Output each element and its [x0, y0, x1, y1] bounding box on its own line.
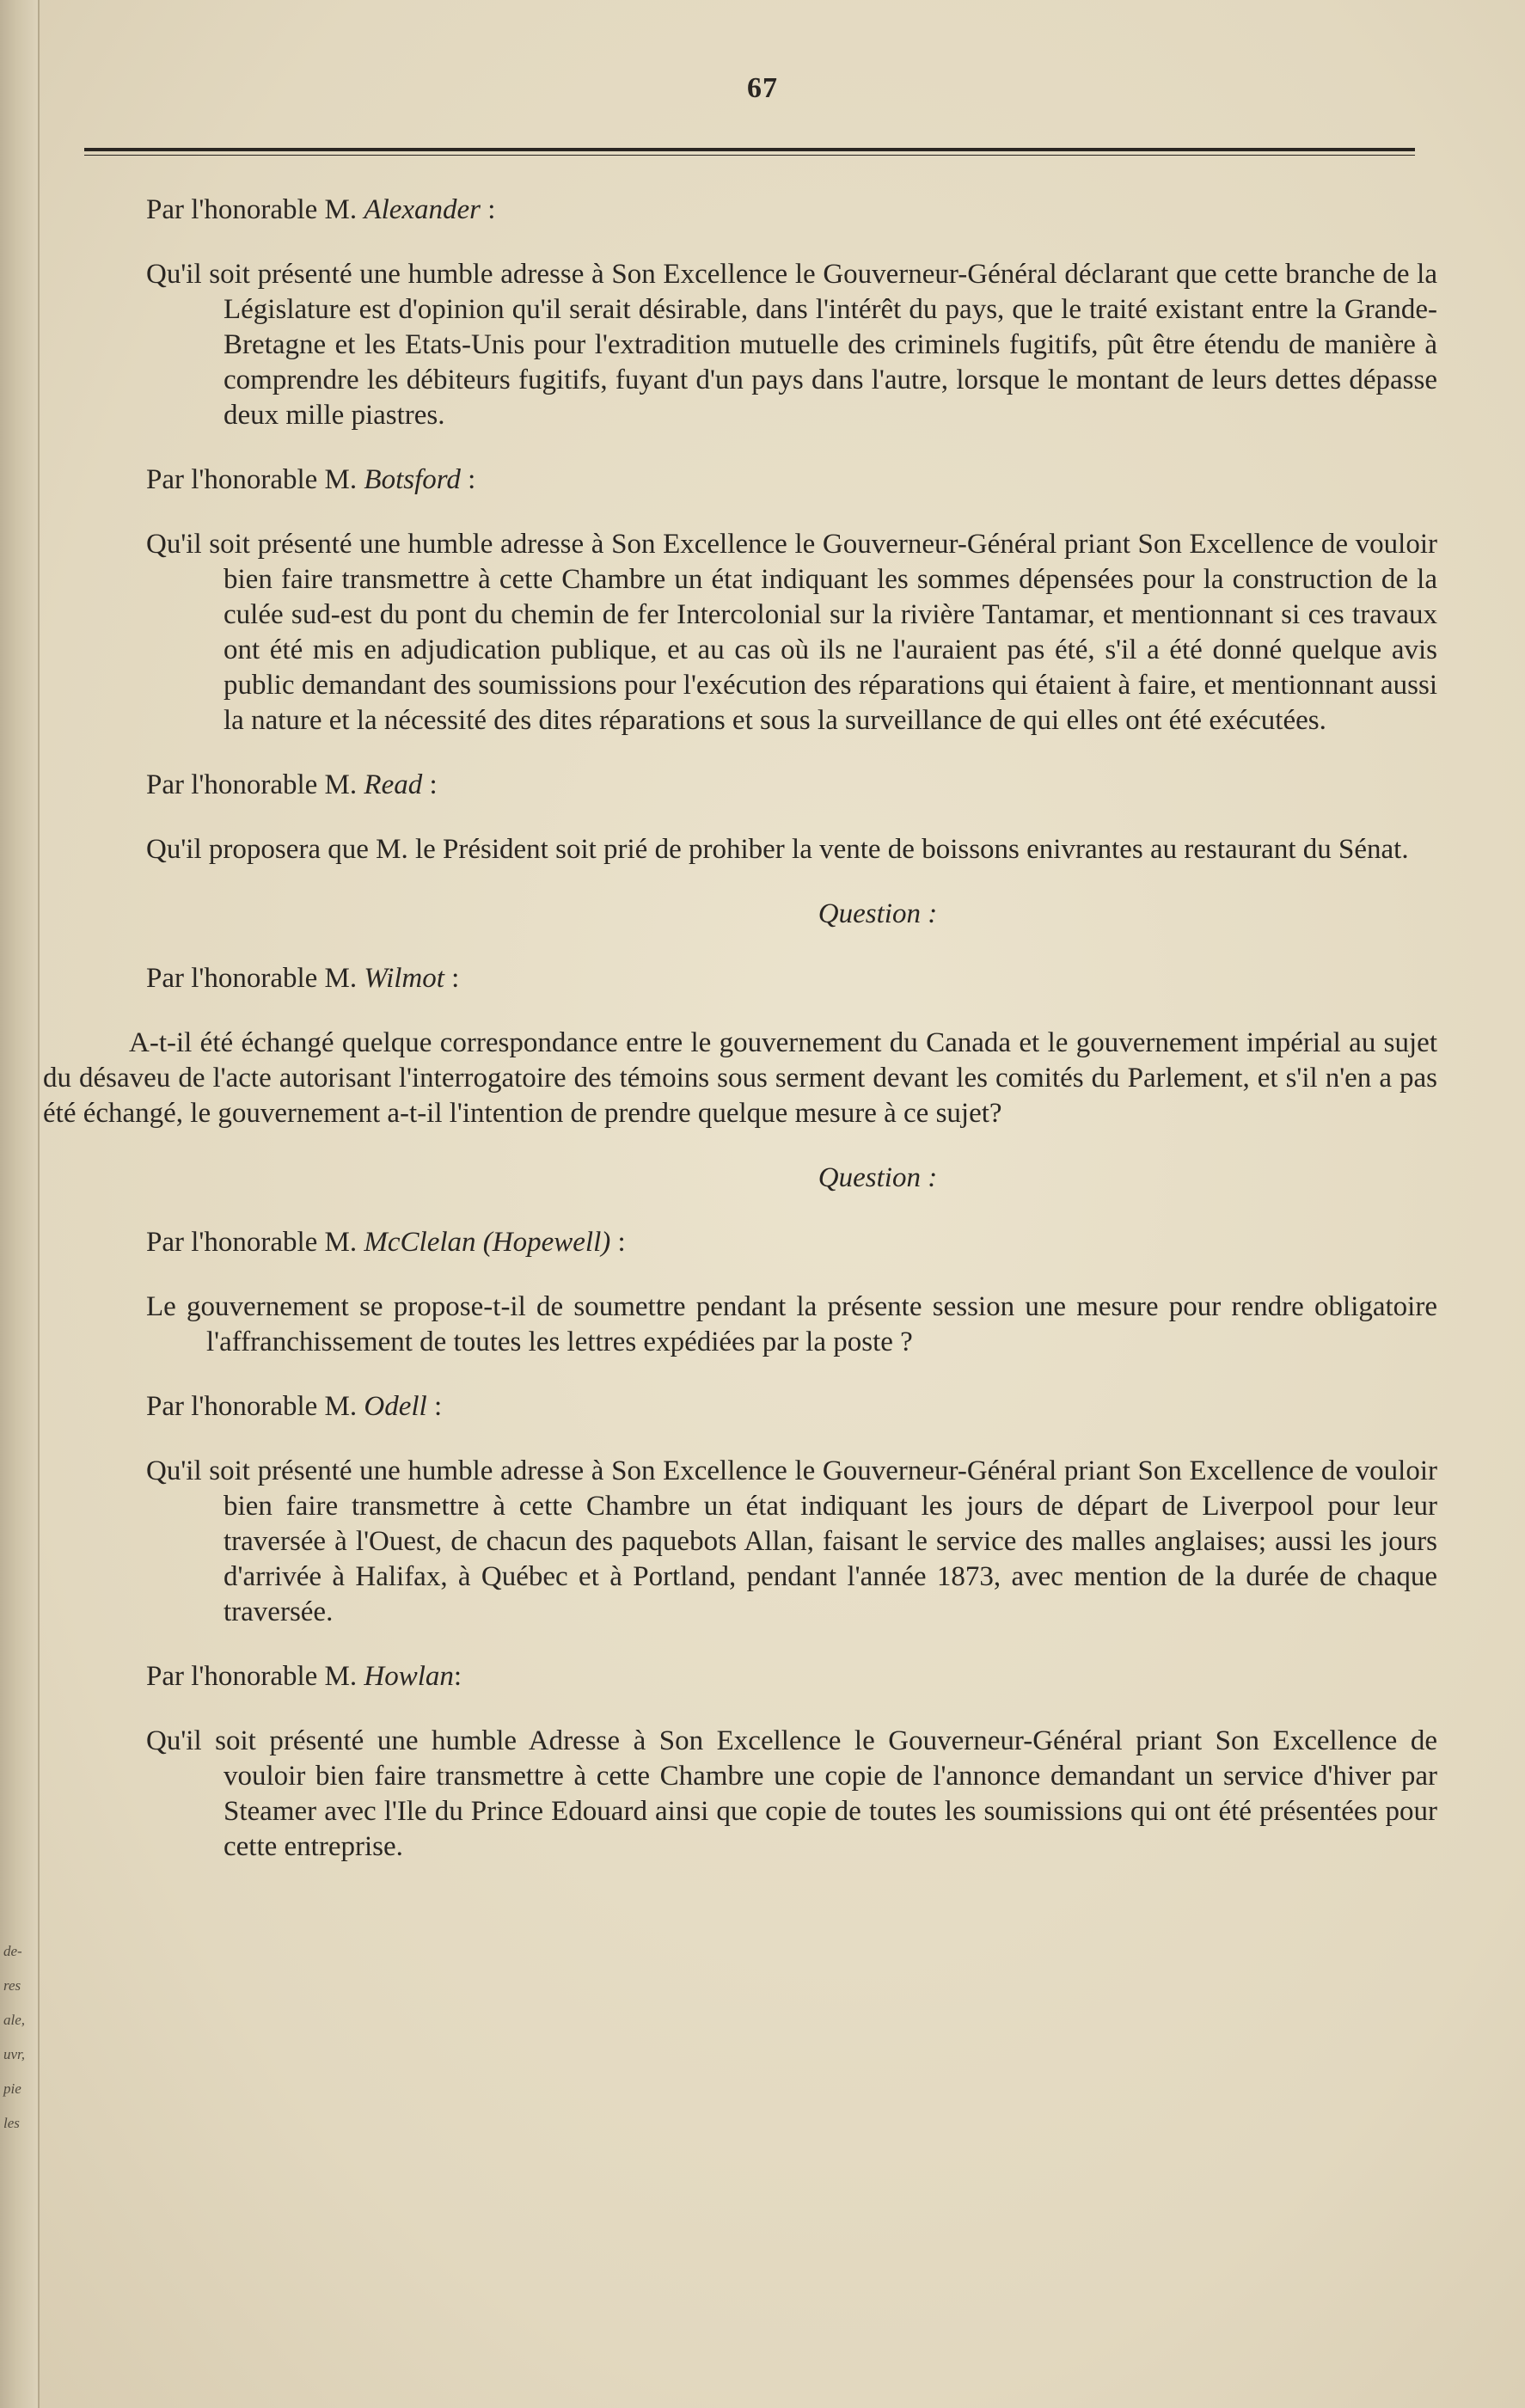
question-author-heading: Par l'honorable M. Wilmot : [146, 963, 460, 994]
header-rule [84, 148, 1415, 151]
senator-name: Botsford [364, 464, 461, 495]
question-text: A-t-il été échangé quelque correspondance entre le gouvernement du Canada et le gouvernement impérial au sujet du désaveu de l'acte autorisant l'interrogatoire des témoins sous serment devant les comités du Parlement, et s'il n'en a pas été échangé, le gouvernement a-t-il l'intention de prendre quelque mesure à ce sujet? [43, 1027, 1437, 1129]
motion-text: Qu'il soit présenté une humble adresse à Son Excellence le Gouverneur-Général priant Son Excellence de vouloir bien faire transmettre à cette Chambre un état indiquant les sommes dépensées pour la construction de la culée sud-est du pont du chemin de fer Intercolonial sur la rivière Tantamar, et mentionnant si ces travaux ont été mis en adjudication publique, et au cas où ils ne l'auraient pas été, s'il a été donné quelque avis public demandant des soumissions pour l'exécution des réparations qui étaient à faire, et mentionnant aussi la nature et la nécessité des dites réparations et sous la surveillance de qui elles ont été exécutées. [146, 529, 1437, 736]
question-text: Le gouvernement se propose-t-il de soumettre pendant la présente session une mesure pour rendre obligatoire l'affranchissement de toutes les lettres expédiées par la poste ? [146, 1291, 1437, 1357]
page-number: 67 [747, 72, 778, 104]
motion-text: Qu'il proposera que M. le Président soit prié de prohiber la vente de boissons enivrantes au restaurant du Sénat. [146, 834, 1409, 865]
document-body [43, 193, 1437, 1894]
motion-heading: Par l'honorable M. Odell : [146, 1391, 443, 1422]
binding-edge [0, 0, 40, 2408]
senator-name: Read [364, 769, 423, 800]
senator-name: McClelan (Hopewell) [364, 1227, 611, 1258]
question-heading: Question : [818, 1162, 938, 1193]
motion-text: Qu'il soit présenté une humble adresse à Son Excellence le Gouverneur-Général priant Son Excellence de vouloir bien faire transmettre à cette Chambre un état indiquant les jours de départ de Liverpool pour leur traversée à l'Ouest, de chacun des paquebots Allan, faisant le service des malles anglaises; aussi les jours d'arrivée à Halifax, à Québec et à Portland, pendant l'année 1873, avec mention de la durée de chaque traversée. [146, 1455, 1437, 1627]
question-heading: Question : [818, 898, 938, 929]
senator-name: Wilmot [364, 963, 444, 994]
margin-note: de- res ale, uvr, pie les [3, 1943, 26, 2131]
senator-name: Odell [364, 1391, 427, 1422]
motion-heading: Par l'honorable M. Read : [146, 769, 438, 800]
senator-name: Alexander [364, 194, 481, 225]
motion-heading: Par l'honorable M. Howlan: [146, 1661, 462, 1692]
motion-text: Qu'il soit présenté une humble adresse à Son Excellence le Gouverneur-Général déclarant que cette branche de la Législature est d'opinion qu'il serait désirable, dans l'intérêt du pays, que le traité existant entre la Grande-Bretagne et les Etats-Unis pour l'extradition mutuelle des criminels fugitifs, pût être étendu de manière à comprendre les débiteurs fugitifs, fuyant d'un pays dans l'autre, lorsque le montant de leurs dettes dépasse deux mille piastres. [146, 259, 1437, 431]
senator-name: Howlan [364, 1661, 454, 1692]
motion-text: Qu'il soit présenté une humble Adresse à Son Excellence le Gouverneur-Général priant Son Excellence de vouloir bien faire transmettre à cette Chambre une copie de l'annonce demandant un service d'hiver par Steamer avec l'Ile du Prince Edouard ainsi que copie de toutes les soumissions qui ont été présentées pour cette entreprise. [146, 1725, 1437, 1862]
motion-heading: Par l'honorable M. Alexander : [146, 194, 496, 225]
motion-heading: Par l'honorable M. Botsford : [146, 464, 476, 495]
question-author-heading: Par l'honorable M. McClelan (Hopewell) : [146, 1227, 626, 1258]
